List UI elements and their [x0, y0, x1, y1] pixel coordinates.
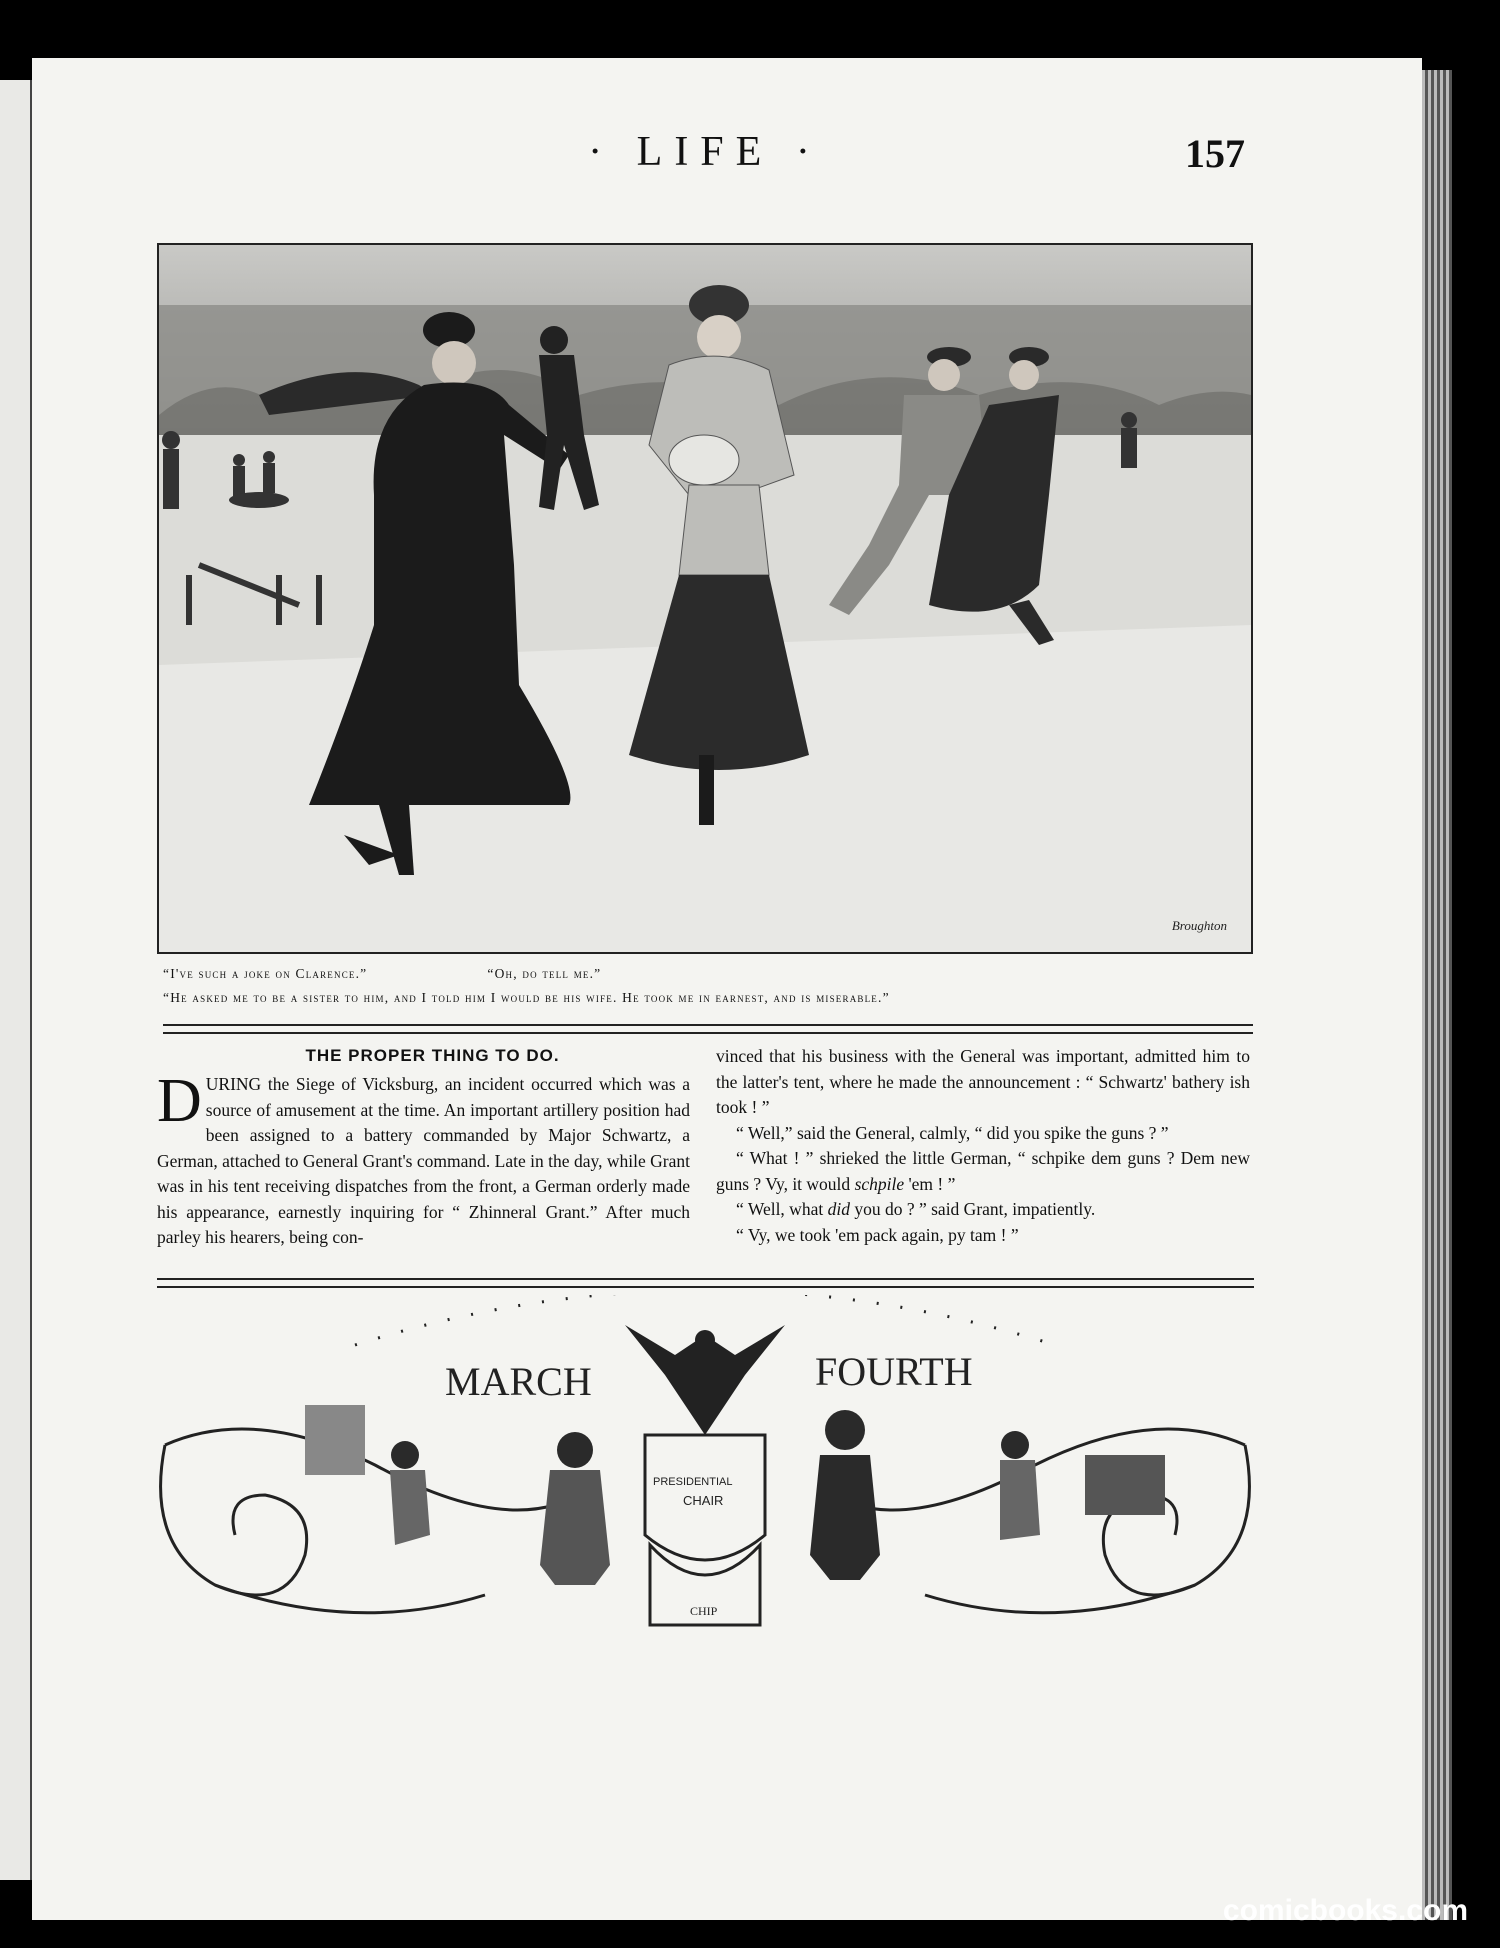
article-paragraph-4 [716, 1146, 1250, 1197]
article-paragraph-6: “ Vy, we took 'em pack again, py tam ! ” [736, 1224, 1019, 1245]
article-column-1-text: which was a source of amusement at the time. An important artillery position had been assigned to a battery commanded by Major Schwartz, a German, attached to General Grant's command. Late in the day, while Grant was in his tent receiving dispatches from the front, a German orderly made his appearance, earnestly inquiring for “ Zhinneral Grant.” After much parley his hearers, being con- [157, 1074, 690, 1247]
page-stack-edge [1422, 70, 1452, 1920]
paragraph-5-text-a: “ Well, what [736, 1199, 828, 1219]
shield-text-2: CHAIR [683, 1493, 724, 1508]
paragraph-4-emphasis: schpile [854, 1173, 905, 1194]
article-title: THE PROPER THING TO DO. [305, 1046, 560, 1065]
artist-signature: Broughton [1171, 918, 1227, 933]
skating-illustration [157, 243, 1253, 954]
paragraph-4-text-a: “ What ! ” shrieked the little German, “ schpike dem guns ? Dem new guns ? Vy, it would [716, 1148, 1250, 1194]
illustration-caption [163, 962, 1253, 1010]
magazine-title: · LIFE · [588, 129, 822, 175]
caption-quote-2: “Oh, do tell me.” [487, 966, 602, 981]
article-paragraph-2: vinced that his business with the General was important, admitted him to the latter's tent, where he made the announcement : “ Schwartz' bathery ish took ! ” [716, 1046, 1250, 1117]
section-rule-top [163, 1024, 1253, 1034]
emblem-artist: CHIP [690, 1604, 718, 1618]
skaters-drawing [159, 245, 1251, 952]
emblem-word-left: MARCH [445, 1359, 592, 1404]
caption-line-1 [163, 962, 1253, 986]
article-paragraph-1 [157, 1067, 690, 1251]
article-paragraph-5 [716, 1197, 1250, 1223]
emblem-word-right: FOURTH [815, 1349, 973, 1394]
paragraph-5-text-b: you do ? ” said Grant, impatiently. [849, 1199, 1096, 1219]
march-fourth-emblem [155, 1295, 1255, 1815]
shield-text-1: PRESIDENTIAL [653, 1476, 733, 1488]
page-header [0, 128, 1500, 188]
article-paragraph-3: “ Well,” said the General, calmly, “ did you spike the guns ? ” [736, 1122, 1169, 1143]
drop-cap: D [157, 1067, 202, 1135]
paragraph-5-emphasis: did [827, 1199, 850, 1219]
caption-line-2: “He asked me to be a sister to him, and I told him I would be his wife. He took me in earnest, and is miserable.” [163, 990, 890, 1005]
page-number: 157 [1185, 131, 1245, 176]
emblem-drawing [155, 1295, 1255, 1815]
article-first-line: URING the Siege of Vicksburg, an incident occurred [205, 1074, 593, 1094]
section-rule-bottom [157, 1278, 1254, 1288]
facing-page-edge [0, 80, 32, 1880]
paragraph-4-text-b: 'em ! ” [904, 1173, 956, 1194]
article-column-1 [157, 1067, 690, 1251]
caption-quote-1: “I've such a joke on Clarence.” [163, 966, 368, 981]
watermark: comicbooks.com [1222, 1894, 1468, 1927]
article-column-2 [716, 1044, 1250, 1248]
